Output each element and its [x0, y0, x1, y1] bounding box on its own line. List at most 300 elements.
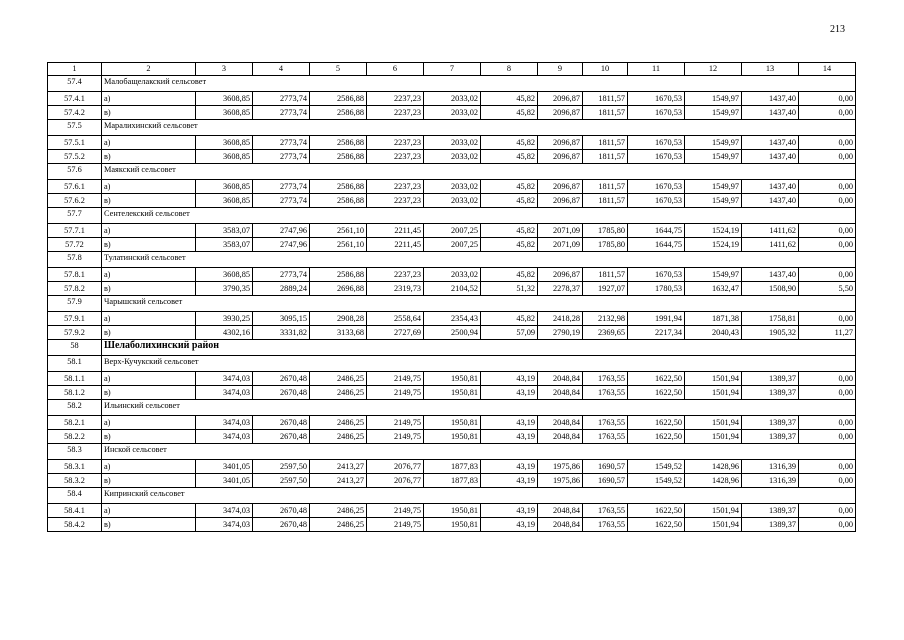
value-cell: 2586,88 — [310, 92, 367, 106]
value-cell: 1632,47 — [685, 282, 742, 296]
value-cell: 2486,25 — [310, 386, 367, 400]
value-cell: 43,19 — [481, 430, 538, 444]
value-cell: 2727,69 — [367, 326, 424, 340]
value-cell: 2033,02 — [424, 92, 481, 106]
value-cell: 1763,55 — [583, 386, 628, 400]
value-cell: 45,82 — [481, 106, 538, 120]
value-cell: 1549,97 — [685, 194, 742, 208]
value-cell: 2211,45 — [367, 238, 424, 252]
value-cell: 3474,03 — [196, 416, 253, 430]
value-cell: 1549,97 — [685, 106, 742, 120]
value-cell: 2586,88 — [310, 180, 367, 194]
value-cell: 1763,55 — [583, 504, 628, 518]
value-cell: 1437,40 — [742, 150, 799, 164]
value-cell: 2413,27 — [310, 460, 367, 474]
value-cell: 1437,40 — [742, 180, 799, 194]
table-row — [48, 312, 856, 326]
value-cell: 2790,19 — [538, 326, 583, 340]
section-name-cell: Сентелекский сельсовет — [102, 208, 856, 224]
value-cell: 1871,38 — [685, 312, 742, 326]
value-cell: 1991,94 — [628, 312, 685, 326]
section-code-cell: 57.9 — [48, 296, 102, 312]
value-cell: 1785,80 — [583, 238, 628, 252]
column-number-cell: 4 — [253, 63, 310, 76]
row-code-cell: 58.2.2 — [48, 430, 102, 444]
row-variant-cell: а) — [102, 460, 196, 474]
value-cell: 2048,84 — [538, 416, 583, 430]
value-cell: 0,00 — [799, 312, 856, 326]
row-code-cell: 57.8.2 — [48, 282, 102, 296]
value-cell: 2278,37 — [538, 282, 583, 296]
value-cell: 2586,88 — [310, 136, 367, 150]
value-cell: 43,19 — [481, 416, 538, 430]
section-name-cell: Верх-Кучукский сельсовет — [102, 356, 856, 372]
value-cell: 1622,50 — [628, 386, 685, 400]
section-heading-row — [48, 164, 856, 180]
section-name-cell: Тулатинский сельсовет — [102, 252, 856, 268]
table-row — [48, 460, 856, 474]
value-cell: 1780,53 — [628, 282, 685, 296]
value-cell: 2033,02 — [424, 268, 481, 282]
value-cell: 1501,94 — [685, 386, 742, 400]
table-row — [48, 268, 856, 282]
column-number-cell: 5 — [310, 63, 367, 76]
value-cell: 1811,57 — [583, 136, 628, 150]
value-cell: 5,50 — [799, 282, 856, 296]
value-cell: 3331,82 — [253, 326, 310, 340]
value-cell: 0,00 — [799, 150, 856, 164]
value-cell: 3474,03 — [196, 430, 253, 444]
row-variant-cell: а) — [102, 416, 196, 430]
value-cell: 1428,96 — [685, 474, 742, 488]
section-name-cell: Маякский сельсовет — [102, 164, 856, 180]
value-cell: 1811,57 — [583, 194, 628, 208]
value-cell: 1389,37 — [742, 518, 799, 532]
value-cell: 2586,88 — [310, 150, 367, 164]
value-cell: 1950,81 — [424, 386, 481, 400]
value-cell: 1811,57 — [583, 268, 628, 282]
value-cell: 1950,81 — [424, 504, 481, 518]
value-cell: 2747,96 — [253, 224, 310, 238]
section-name-cell: Маралихинский сельсовет — [102, 120, 856, 136]
value-cell: 1877,83 — [424, 460, 481, 474]
value-cell: 2237,23 — [367, 268, 424, 282]
value-cell: 1389,37 — [742, 386, 799, 400]
value-cell: 45,82 — [481, 224, 538, 238]
value-cell: 2354,43 — [424, 312, 481, 326]
value-cell: 11,27 — [799, 326, 856, 340]
value-cell: 1670,53 — [628, 268, 685, 282]
value-cell: 1670,53 — [628, 92, 685, 106]
row-variant-cell: в) — [102, 386, 196, 400]
column-number-cell: 12 — [685, 63, 742, 76]
column-number-row — [48, 63, 856, 76]
value-cell: 2217,34 — [628, 326, 685, 340]
row-code-cell: 58.2.1 — [48, 416, 102, 430]
value-cell: 3583,07 — [196, 238, 253, 252]
value-cell: 2889,24 — [253, 282, 310, 296]
section-heading-row — [48, 400, 856, 416]
value-cell: 2096,87 — [538, 136, 583, 150]
value-cell: 0,00 — [799, 386, 856, 400]
value-cell: 1501,94 — [685, 504, 742, 518]
value-cell: 2558,64 — [367, 312, 424, 326]
value-cell: 2773,74 — [253, 268, 310, 282]
value-cell: 1763,55 — [583, 372, 628, 386]
value-cell: 2670,48 — [253, 504, 310, 518]
value-cell: 3401,05 — [196, 460, 253, 474]
value-cell: 1905,32 — [742, 326, 799, 340]
value-cell: 2561,10 — [310, 238, 367, 252]
section-code-cell: 58.2 — [48, 400, 102, 416]
value-cell: 1927,07 — [583, 282, 628, 296]
value-cell: 2561,10 — [310, 224, 367, 238]
value-cell: 2149,75 — [367, 518, 424, 532]
value-cell: 2237,23 — [367, 180, 424, 194]
value-cell: 1411,62 — [742, 238, 799, 252]
table-row — [48, 150, 856, 164]
value-cell: 1763,55 — [583, 518, 628, 532]
value-cell: 2670,48 — [253, 386, 310, 400]
value-cell: 2048,84 — [538, 504, 583, 518]
table-row — [48, 282, 856, 296]
value-cell: 2369,65 — [583, 326, 628, 340]
value-cell: 1411,62 — [742, 224, 799, 238]
table-row — [48, 238, 856, 252]
value-cell: 3474,03 — [196, 372, 253, 386]
row-code-cell: 57.6.2 — [48, 194, 102, 208]
value-cell: 2076,77 — [367, 474, 424, 488]
row-code-cell: 58.4.2 — [48, 518, 102, 532]
value-cell: 2076,77 — [367, 460, 424, 474]
value-cell: 0,00 — [799, 194, 856, 208]
value-cell: 1622,50 — [628, 518, 685, 532]
value-cell: 0,00 — [799, 474, 856, 488]
value-cell: 2033,02 — [424, 180, 481, 194]
value-cell: 2773,74 — [253, 194, 310, 208]
value-cell: 2071,09 — [538, 238, 583, 252]
value-cell: 2586,88 — [310, 194, 367, 208]
value-cell: 2670,48 — [253, 518, 310, 532]
section-code-cell: 57.7 — [48, 208, 102, 224]
value-cell: 1811,57 — [583, 106, 628, 120]
value-cell: 2413,27 — [310, 474, 367, 488]
row-code-cell: 58.3.1 — [48, 460, 102, 474]
value-cell: 1950,81 — [424, 416, 481, 430]
value-cell: 3608,85 — [196, 106, 253, 120]
section-heading-row — [48, 488, 856, 504]
value-cell: 2319,73 — [367, 282, 424, 296]
value-cell: 2149,75 — [367, 430, 424, 444]
value-cell: 3608,85 — [196, 92, 253, 106]
row-variant-cell: а) — [102, 136, 196, 150]
value-cell: 2211,45 — [367, 224, 424, 238]
section-name-cell: Кипринский сельсовет — [102, 488, 856, 504]
row-variant-cell: в) — [102, 282, 196, 296]
value-cell: 1622,50 — [628, 504, 685, 518]
row-variant-cell: в) — [102, 106, 196, 120]
value-cell: 2773,74 — [253, 180, 310, 194]
value-cell: 0,00 — [799, 372, 856, 386]
section-code-cell: 58.1 — [48, 356, 102, 372]
value-cell: 43,19 — [481, 474, 538, 488]
section-heading-row — [48, 356, 856, 372]
value-cell: 1437,40 — [742, 194, 799, 208]
value-cell: 43,19 — [481, 372, 538, 386]
value-cell: 2237,23 — [367, 92, 424, 106]
value-cell: 1549,97 — [685, 268, 742, 282]
section-name-cell: Ильинский сельсовет — [102, 400, 856, 416]
value-cell: 1690,57 — [583, 474, 628, 488]
section-code-cell: 57.8 — [48, 252, 102, 268]
tariff-table — [47, 62, 856, 532]
value-cell: 1670,53 — [628, 106, 685, 120]
value-cell: 1622,50 — [628, 416, 685, 430]
value-cell: 3095,15 — [253, 312, 310, 326]
value-cell: 1975,86 — [538, 474, 583, 488]
column-number-cell: 8 — [481, 63, 538, 76]
value-cell: 2418,28 — [538, 312, 583, 326]
value-cell: 1501,94 — [685, 518, 742, 532]
value-cell: 1549,97 — [685, 180, 742, 194]
value-cell: 1316,39 — [742, 460, 799, 474]
column-number-cell: 10 — [583, 63, 628, 76]
value-cell: 1549,97 — [685, 150, 742, 164]
value-cell: 1758,81 — [742, 312, 799, 326]
value-cell: 1644,75 — [628, 238, 685, 252]
value-cell: 2586,88 — [310, 106, 367, 120]
row-code-cell: 57.9.1 — [48, 312, 102, 326]
row-variant-cell: а) — [102, 372, 196, 386]
value-cell: 2597,50 — [253, 474, 310, 488]
row-variant-cell: в) — [102, 326, 196, 340]
value-cell: 1670,53 — [628, 194, 685, 208]
table-row — [48, 372, 856, 386]
value-cell: 45,82 — [481, 150, 538, 164]
table-row — [48, 180, 856, 194]
value-cell: 2670,48 — [253, 430, 310, 444]
value-cell: 2104,52 — [424, 282, 481, 296]
table-row — [48, 224, 856, 238]
value-cell: 2096,87 — [538, 150, 583, 164]
value-cell: 1437,40 — [742, 268, 799, 282]
value-cell: 2033,02 — [424, 136, 481, 150]
row-code-cell: 58.4.1 — [48, 504, 102, 518]
value-cell: 45,82 — [481, 312, 538, 326]
value-cell: 3474,03 — [196, 504, 253, 518]
value-cell: 2149,75 — [367, 386, 424, 400]
value-cell: 1549,52 — [628, 474, 685, 488]
value-cell: 3608,85 — [196, 268, 253, 282]
table-body — [48, 63, 856, 532]
value-cell: 1549,52 — [628, 460, 685, 474]
value-cell: 3930,25 — [196, 312, 253, 326]
row-code-cell: 57.72 — [48, 238, 102, 252]
value-cell: 2096,87 — [538, 92, 583, 106]
value-cell: 1670,53 — [628, 180, 685, 194]
value-cell: 0,00 — [799, 268, 856, 282]
value-cell: 0,00 — [799, 238, 856, 252]
section-name-cell: Малобащелакский сельсовет — [102, 76, 856, 92]
value-cell: 43,19 — [481, 460, 538, 474]
value-cell: 3583,07 — [196, 224, 253, 238]
value-cell: 1950,81 — [424, 372, 481, 386]
column-number-cell: 7 — [424, 63, 481, 76]
value-cell: 1508,90 — [742, 282, 799, 296]
value-cell: 1437,40 — [742, 92, 799, 106]
value-cell: 43,19 — [481, 386, 538, 400]
value-cell: 2486,25 — [310, 416, 367, 430]
value-cell: 4302,16 — [196, 326, 253, 340]
value-cell: 1975,86 — [538, 460, 583, 474]
value-cell: 2040,43 — [685, 326, 742, 340]
value-cell: 0,00 — [799, 180, 856, 194]
value-cell: 45,82 — [481, 238, 538, 252]
value-cell: 0,00 — [799, 460, 856, 474]
value-cell: 2586,88 — [310, 268, 367, 282]
value-cell: 1524,19 — [685, 238, 742, 252]
table-row — [48, 106, 856, 120]
row-code-cell: 58.1.1 — [48, 372, 102, 386]
value-cell: 2149,75 — [367, 372, 424, 386]
value-cell: 3401,05 — [196, 474, 253, 488]
value-cell: 1549,97 — [685, 136, 742, 150]
value-cell: 45,82 — [481, 194, 538, 208]
column-number-cell: 3 — [196, 63, 253, 76]
row-code-cell: 57.4.1 — [48, 92, 102, 106]
value-cell: 1549,97 — [685, 92, 742, 106]
value-cell: 1785,80 — [583, 224, 628, 238]
row-variant-cell: а) — [102, 224, 196, 238]
value-cell: 2597,50 — [253, 460, 310, 474]
value-cell: 45,82 — [481, 268, 538, 282]
value-cell: 1524,19 — [685, 224, 742, 238]
value-cell: 2132,98 — [583, 312, 628, 326]
column-number-cell: 2 — [102, 63, 196, 76]
value-cell: 3608,85 — [196, 194, 253, 208]
value-cell: 2773,74 — [253, 106, 310, 120]
value-cell: 1950,81 — [424, 430, 481, 444]
section-name-cell: Инской сельсовет — [102, 444, 856, 460]
value-cell: 1811,57 — [583, 150, 628, 164]
table-row — [48, 136, 856, 150]
value-cell: 2096,87 — [538, 180, 583, 194]
row-code-cell: 58.3.2 — [48, 474, 102, 488]
table-row — [48, 326, 856, 340]
section-heading-row — [48, 444, 856, 460]
section-code-cell: 57.6 — [48, 164, 102, 180]
value-cell: 43,19 — [481, 518, 538, 532]
column-number-cell: 13 — [742, 63, 799, 76]
row-variant-cell: в) — [102, 150, 196, 164]
value-cell: 2747,96 — [253, 238, 310, 252]
value-cell: 2007,25 — [424, 238, 481, 252]
value-cell: 2033,02 — [424, 150, 481, 164]
value-cell: 1501,94 — [685, 416, 742, 430]
value-cell: 1763,55 — [583, 416, 628, 430]
table-row — [48, 430, 856, 444]
value-cell: 2486,25 — [310, 372, 367, 386]
value-cell: 0,00 — [799, 430, 856, 444]
value-cell: 2670,48 — [253, 372, 310, 386]
row-variant-cell: а) — [102, 504, 196, 518]
value-cell: 2149,75 — [367, 416, 424, 430]
value-cell: 2048,84 — [538, 430, 583, 444]
value-cell: 1811,57 — [583, 92, 628, 106]
value-cell: 2773,74 — [253, 92, 310, 106]
value-cell: 1389,37 — [742, 416, 799, 430]
value-cell: 3474,03 — [196, 386, 253, 400]
value-cell: 2696,88 — [310, 282, 367, 296]
value-cell: 1501,94 — [685, 430, 742, 444]
value-cell: 2033,02 — [424, 194, 481, 208]
value-cell: 2773,74 — [253, 136, 310, 150]
value-cell: 1670,53 — [628, 136, 685, 150]
value-cell: 3133,68 — [310, 326, 367, 340]
row-code-cell: 57.8.1 — [48, 268, 102, 282]
section-heading-row — [48, 208, 856, 224]
page-number: 213 — [830, 24, 845, 35]
value-cell: 1437,40 — [742, 136, 799, 150]
value-cell: 2486,25 — [310, 430, 367, 444]
section-name-cell: Чарышский сельсовет — [102, 296, 856, 312]
value-cell: 2908,28 — [310, 312, 367, 326]
value-cell: 2670,48 — [253, 416, 310, 430]
value-cell: 1644,75 — [628, 224, 685, 238]
value-cell: 2237,23 — [367, 106, 424, 120]
table-row — [48, 194, 856, 208]
value-cell: 2033,02 — [424, 106, 481, 120]
value-cell: 1877,83 — [424, 474, 481, 488]
value-cell: 2071,09 — [538, 224, 583, 238]
district-heading-row — [48, 340, 856, 356]
section-heading-row — [48, 120, 856, 136]
column-number-cell: 6 — [367, 63, 424, 76]
value-cell: 2096,87 — [538, 268, 583, 282]
value-cell: 2237,23 — [367, 194, 424, 208]
value-cell: 45,82 — [481, 92, 538, 106]
value-cell: 1811,57 — [583, 180, 628, 194]
section-code-cell: 57.5 — [48, 120, 102, 136]
value-cell: 1389,37 — [742, 372, 799, 386]
value-cell: 0,00 — [799, 416, 856, 430]
value-cell: 2048,84 — [538, 386, 583, 400]
row-variant-cell: в) — [102, 518, 196, 532]
value-cell: 45,82 — [481, 136, 538, 150]
row-variant-cell: а) — [102, 92, 196, 106]
section-code-cell: 58.4 — [48, 488, 102, 504]
value-cell: 2096,87 — [538, 194, 583, 208]
value-cell: 1622,50 — [628, 430, 685, 444]
value-cell: 0,00 — [799, 504, 856, 518]
row-variant-cell: а) — [102, 312, 196, 326]
value-cell: 1950,81 — [424, 518, 481, 532]
row-code-cell: 58.1.2 — [48, 386, 102, 400]
row-code-cell: 57.4.2 — [48, 106, 102, 120]
row-code-cell: 57.5.1 — [48, 136, 102, 150]
table-row — [48, 504, 856, 518]
value-cell: 2048,84 — [538, 518, 583, 532]
row-code-cell: 57.6.1 — [48, 180, 102, 194]
value-cell: 1622,50 — [628, 372, 685, 386]
value-cell: 2486,25 — [310, 504, 367, 518]
value-cell: 1389,37 — [742, 504, 799, 518]
row-variant-cell: в) — [102, 194, 196, 208]
row-variant-cell: а) — [102, 268, 196, 282]
column-number-cell: 1 — [48, 63, 102, 76]
value-cell: 1670,53 — [628, 150, 685, 164]
row-code-cell: 57.7.1 — [48, 224, 102, 238]
